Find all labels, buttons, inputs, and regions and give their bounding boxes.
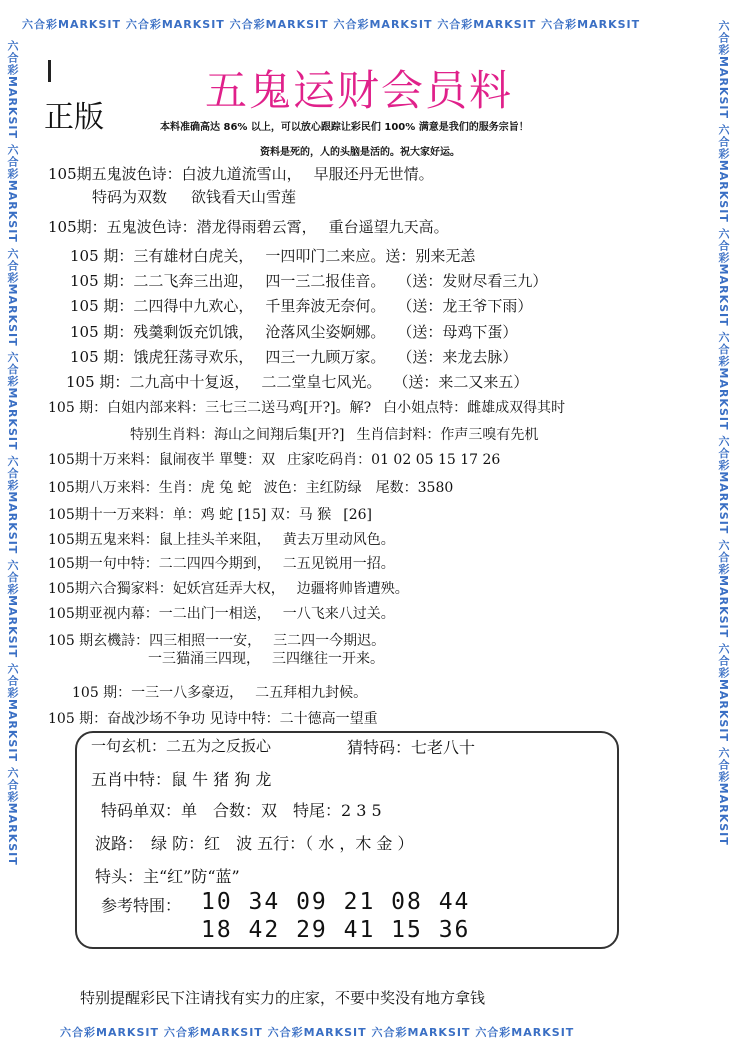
list-item: 105期十万来料：鼠闹夜半 單雙：双 庄家吃码肖：01 02 05 15 17 26: [48, 452, 501, 468]
box-head: 特头：主“红”防“蓝”: [95, 867, 240, 886]
list-item: 105期亚视内幕：一二出门一相送， 一八飞来八过关。: [48, 606, 395, 622]
box-parity: 特码单双：单 合数：双 特尾：2 3 5: [101, 801, 382, 820]
list-item: 105 期：三有雄材白虎关， 一四叩门二来应。送：别来无恙: [70, 247, 476, 265]
watermark-left: 六合彩MARKSIT 六合彩MARKSIT 六合彩MARKSIT 六合彩MARKSIT 六合彩MARKSIT 六合彩MARKSIT 六合彩MARKSIT 六合彩MARKSIT: [6, 40, 19, 866]
box-guess: 猜特码：七老八十: [347, 738, 476, 757]
box-zodiac: 五肖中特：鼠 牛 猪 狗 龙: [91, 770, 272, 789]
stamp-label: 正版: [44, 100, 104, 135]
list-item: 105 期：残羹剩饭充饥饿， 沧落风尘姿婀娜。 （送：母鸡下蛋）: [70, 323, 518, 341]
list-item: 105 期：白姐内部来料：三七三二送马鸡[开?]。解? 白小姐点特：雌雄成双得其时: [48, 400, 566, 416]
list-item: 105 期：奋战沙场不争功 见诗中特：二十德高一望重: [48, 711, 378, 727]
list-item: 105期八万来料：生肖：虎 兔 蛇 波色：主红防绿 尾数：3580: [48, 480, 454, 496]
box-ref-numbers-1: 10 34 09 21 08 44: [201, 889, 471, 915]
note-accuracy: 本料准确高达 86% 以上，可以放心跟踪让彩民们 100% 满意是我们的服务宗旨！: [160, 122, 529, 133]
watermark-bottom: 六合彩MARKSIT 六合彩MARKSIT 六合彩MARKSIT 六合彩MARKSIT 六合彩MARKSIT: [60, 1026, 575, 1039]
list-item: 105期五鬼来料：鼠上挂头羊来阻， 黄去万里动风色。: [48, 532, 395, 548]
list-item: 105 期：二九高中十复返， 二二堂皇七风光。 （送：来二又来五）: [66, 373, 529, 391]
box-hint: 一句玄机：二五为之反扳心: [91, 737, 272, 755]
watermark-top: 六合彩MARKSIT 六合彩MARKSIT 六合彩MARKSIT 六合彩MARKSIT 六合彩MARKSIT 六合彩MARKSIT: [22, 18, 641, 31]
box-wave: 波路： 绿 防：红 波 五行：（ 水 ，木 金 ）: [95, 834, 414, 853]
box-ref-numbers-2: 18 42 29 41 15 36: [201, 917, 471, 943]
list-item: 105 期：一三一八多豪迈， 二五拜相九封候。: [72, 685, 368, 701]
list-item: 105期五鬼波色诗：白波九道流雪山， 早服还丹无世情。: [48, 165, 434, 183]
list-item: 105期十一万来料：单：鸡 蛇 [15] 双：马 猴 [26]: [48, 507, 373, 523]
list-item: 105期：五鬼波色诗：潜龙得雨碧云霄， 重台遥望九天高。: [48, 218, 449, 236]
list-item: 105 期：二二飞奔三出迎， 四一三二报佳音。 （送：发财尽看三九）: [70, 272, 548, 290]
list-item: 特别生肖料：海山之间翔后集[开?] 生肖信封料：作声三嗅有先机: [130, 427, 539, 443]
list-item: 105 期玄機詩：四三相照一一安， 三二四一今期迟。: [48, 633, 386, 649]
list-item: 105 期：饿虎狂荡寻欢乐， 四三一九顾万家。 （送：来龙去脉）: [70, 348, 518, 366]
watermark-right: 六合彩MARKSIT 六合彩MARKSIT 六合彩MARKSIT 六合彩MARKSIT 六合彩MARKSIT 六合彩MARKSIT 六合彩MARKSIT 六合彩MARKSIT: [717, 20, 730, 846]
divider-bar: [48, 60, 51, 82]
watermark-text: 六合彩MARKSIT: [22, 18, 121, 31]
list-item: 特码为双数 欲钱看天山雪莲: [92, 188, 297, 206]
footer-reminder: 特别提醒彩民下注请找有实力的庄家，不要中奖没有地方拿钱: [80, 989, 486, 1007]
note-goodluck: 资料是死的，人的头脑是活的。祝大家好运。: [260, 147, 460, 158]
list-item: 105 期：二四得中九欢心， 千里奔波无奈何。 （送：龙王爷下雨）: [70, 297, 533, 315]
list-item: 一三猫涌三四现， 三四继往一开来。: [148, 651, 384, 667]
list-item: 105期一句中特：二二四四今期到， 二五见锐用一招。: [48, 556, 395, 572]
prediction-box: [75, 731, 619, 949]
box-ref-label: 参考特围：: [101, 896, 182, 915]
page-title: 五鬼运财会员料: [205, 66, 514, 115]
list-item: 105期六合獨家料：妃妖宫廷弄大权， 边疆将帅皆遭殃。: [48, 581, 409, 597]
